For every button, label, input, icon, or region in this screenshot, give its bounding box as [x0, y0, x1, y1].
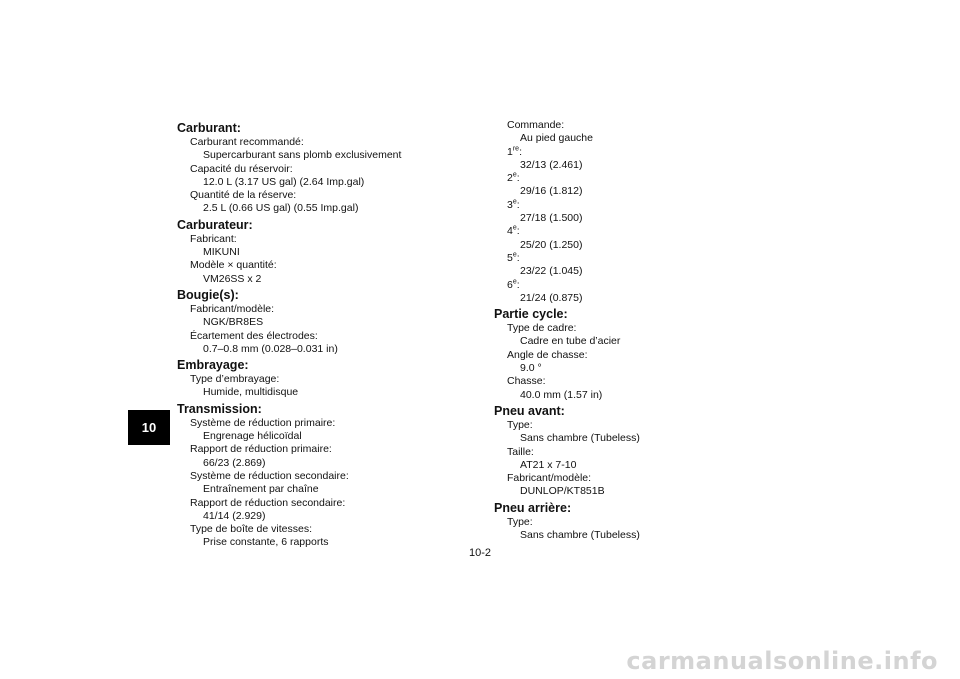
gear-number: 5	[507, 251, 513, 264]
spec-column-right	[494, 119, 794, 542]
spec-label: Système de réduction secondaire:	[190, 469, 349, 482]
spec-value: 23/22 (1.045)	[520, 265, 583, 278]
spec-label: Écartement des électrodes:	[190, 329, 318, 342]
gear-colon: :	[516, 172, 520, 185]
spec-label: Quantité de la réserve:	[190, 189, 297, 202]
gear-ordinal-suffix: e	[512, 278, 517, 286]
spec-label: Rapport de réduction primaire:	[190, 443, 332, 456]
gear-colon: :	[516, 225, 520, 238]
spec-gear-label	[494, 225, 794, 238]
spec-heading: Pneu arrière:	[494, 500, 572, 515]
spec-value: 2.5 L (0.66 US gal) (0.55 Imp.gal)	[203, 202, 359, 215]
spec-value: 27/18 (1.500)	[520, 212, 583, 225]
spec-value: 66/23 (2.869)	[203, 456, 266, 469]
gear-number: 3	[507, 198, 513, 211]
spec-value: NGK/BR8ES	[203, 316, 264, 329]
spec-label: Type d’embrayage:	[190, 373, 280, 386]
spec-heading: Partie cycle:	[494, 307, 568, 322]
spec-heading: Carburant:	[177, 121, 241, 135]
spec-value: AT21 x 7-10	[520, 458, 577, 471]
spec-value: Entraînement par chaîne	[203, 483, 319, 496]
chapter-tab: 10	[128, 410, 170, 445]
spec-value: Sans chambre (Tubeless)	[520, 529, 640, 542]
gear-ordinal-suffix: re	[512, 145, 520, 153]
spec-value: 25/20 (1.250)	[520, 238, 583, 251]
spec-value: MIKUNI	[203, 246, 240, 259]
gear-number: 2	[507, 172, 513, 185]
spec-value: Au pied gauche	[520, 132, 593, 145]
spec-heading: Bougie(s):	[177, 287, 239, 302]
spec-value: Sans chambre (Tubeless)	[520, 432, 640, 445]
spec-label: Chasse:	[507, 375, 546, 388]
spec-value: 40.0 mm (1.57 in)	[520, 388, 603, 401]
spec-gear-label	[494, 172, 794, 185]
spec-label: Rapport de réduction secondaire:	[190, 496, 346, 509]
spec-heading: Carburateur:	[177, 217, 253, 232]
spec-value: DUNLOP/KT851B	[520, 485, 605, 498]
spec-value: Humide, multidisque	[203, 386, 299, 399]
spec-column-left	[177, 119, 477, 550]
spec-label: Type:	[507, 418, 533, 431]
spec-label: Fabricant/modèle:	[190, 302, 275, 315]
spec-label: Angle de chasse:	[507, 348, 588, 361]
spec-value: 21/24 (0.875)	[520, 291, 583, 304]
spec-gear-label	[494, 279, 794, 292]
spec-value: VM26SS x 2	[203, 272, 262, 285]
spec-value: 9.0 °	[520, 362, 542, 375]
page-number: 10-2	[468, 547, 492, 559]
spec-value: Supercarburant sans plomb exclusivement	[203, 149, 402, 162]
gear-ordinal-suffix: e	[512, 224, 517, 232]
spec-value: 41/14 (2.929)	[203, 509, 266, 522]
gear-number: 4	[507, 225, 513, 238]
gear-colon: :	[519, 145, 522, 158]
spec-label: Système de réduction primaire:	[190, 416, 336, 429]
spec-value: 0.7–0.8 mm (0.028–0.031 in)	[203, 342, 338, 355]
spec-gear-label	[494, 199, 794, 212]
spec-value: 32/13 (2.461)	[520, 158, 583, 171]
spec-label: Commande:	[507, 119, 565, 131]
gear-colon: :	[516, 198, 520, 211]
spec-heading: Embrayage:	[177, 358, 249, 373]
spec-value: 29/16 (1.812)	[520, 185, 583, 198]
gear-colon: :	[516, 278, 520, 291]
spec-label: Carburant recommandé:	[190, 136, 304, 148]
spec-label: Type de boîte de vitesses:	[190, 523, 312, 536]
gear-ordinal-suffix: e	[512, 171, 517, 179]
gear-ordinal-suffix: e	[512, 198, 517, 206]
gear-number: 6	[507, 278, 513, 291]
spec-label: Fabricant:	[190, 232, 237, 245]
spec-label: Taille:	[507, 445, 534, 458]
spec-label: Modèle × quantité:	[190, 259, 277, 272]
spec-label: Type de cadre:	[507, 322, 577, 335]
spec-value: Prise constante, 6 rapports	[203, 536, 329, 549]
spec-label: Capacité du réservoir:	[190, 162, 293, 175]
spec-label: Fabricant/modèle:	[507, 472, 592, 485]
gear-number: 1	[507, 145, 513, 158]
gear-ordinal-suffix: e	[512, 251, 517, 259]
spec-label: Type:	[507, 515, 533, 528]
spec-gear-label	[494, 252, 794, 265]
spec-value: Cadre en tube d’acier	[520, 335, 621, 348]
gear-colon: :	[516, 251, 520, 264]
spec-value: 12.0 L (3.17 US gal) (2.64 Imp.gal)	[203, 175, 365, 188]
watermark: carmanualsonline.info	[626, 647, 938, 675]
spec-heading: Pneu avant:	[494, 403, 565, 418]
spec-value: Engrenage hélicoïdal	[203, 430, 302, 443]
spec-heading: Transmission:	[177, 401, 262, 416]
spec-gear-label	[494, 146, 794, 159]
